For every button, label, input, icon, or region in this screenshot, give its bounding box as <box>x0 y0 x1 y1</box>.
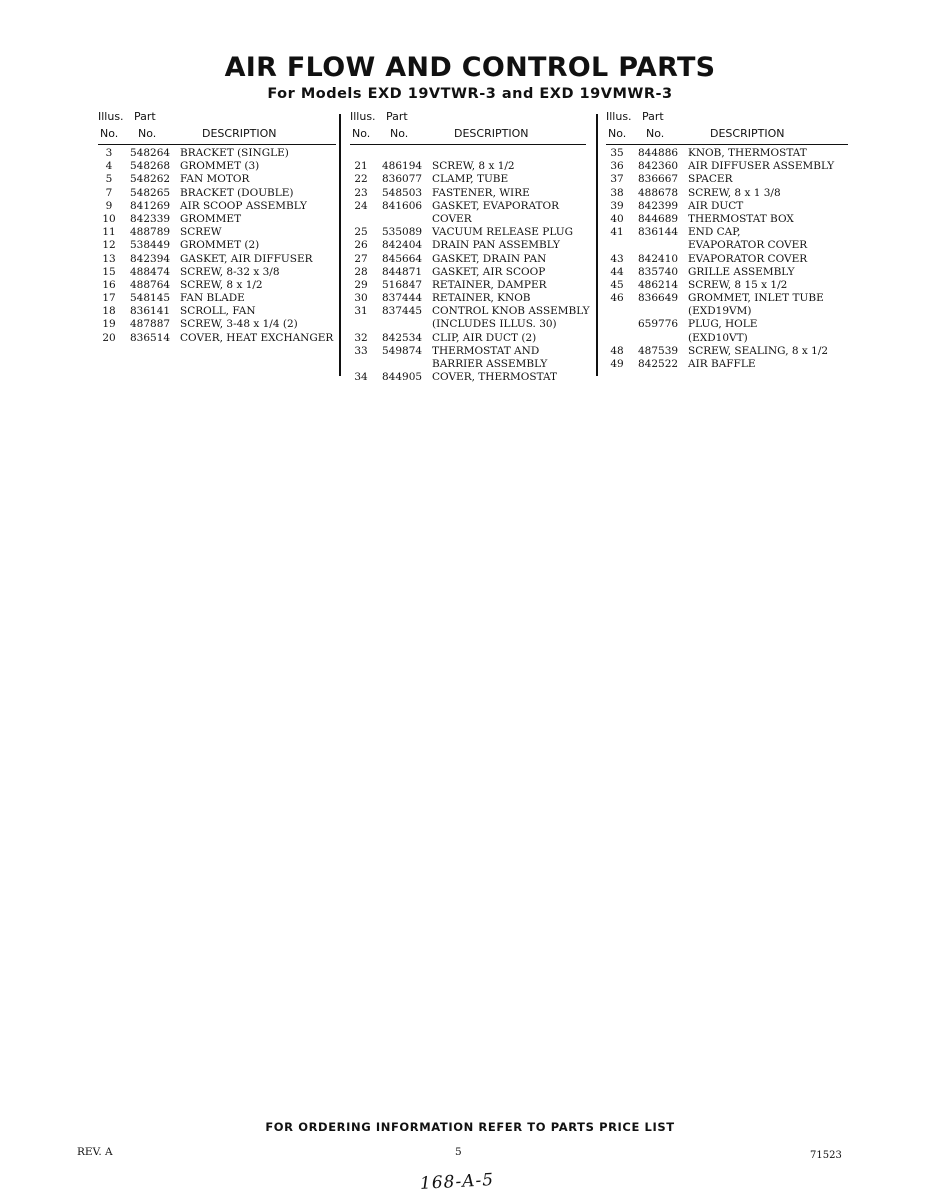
illus-number: 49 <box>610 358 624 370</box>
illus-number: 7 <box>105 186 113 199</box>
column-header <box>350 110 586 144</box>
illus-number: 29 <box>354 278 368 291</box>
parts-list <box>98 147 336 345</box>
part-number: 842410 <box>638 252 679 265</box>
part-number: 486194 <box>382 160 423 173</box>
list-item <box>350 332 586 345</box>
part-number: 842404 <box>382 239 423 252</box>
illus-number: 23 <box>354 186 368 199</box>
part-description: RETAINER, KNOB <box>432 292 531 305</box>
parts-column-1 <box>98 110 336 345</box>
column-divider <box>339 114 341 376</box>
part-number: 842399 <box>638 199 679 212</box>
part-number: 836514 <box>130 331 171 344</box>
list-item <box>350 160 586 173</box>
list-item <box>98 318 336 331</box>
illus-number: 25 <box>354 226 368 239</box>
list-item <box>606 358 848 371</box>
part-description: FAN BLADE <box>180 292 245 305</box>
part-number: 841269 <box>130 199 171 212</box>
header-part: Part <box>134 110 156 123</box>
header-part-no: No. <box>646 127 665 140</box>
illus-number: 35 <box>610 147 624 159</box>
list-item <box>350 147 586 160</box>
parts-column-3 <box>606 110 848 371</box>
list-item <box>98 160 336 173</box>
illus-number: 19 <box>102 318 116 331</box>
part-number: 549874 <box>382 344 423 357</box>
part-number: 836667 <box>638 173 679 186</box>
part-number: 548262 <box>130 173 171 186</box>
list-item <box>350 226 586 239</box>
illus-number: 41 <box>610 226 624 239</box>
illus-number: 4 <box>105 160 113 173</box>
list-item <box>98 332 336 345</box>
part-description: EVAPORATOR COVER <box>688 252 808 265</box>
part-number: 488678 <box>638 186 679 199</box>
parts-column-2 <box>350 110 590 384</box>
part-number: 487539 <box>638 344 679 357</box>
part-number: 538449 <box>130 239 171 252</box>
list-item <box>606 292 848 305</box>
part-number: 837444 <box>382 292 423 305</box>
list-item <box>606 305 848 318</box>
list-item <box>606 253 848 266</box>
list-item <box>606 345 848 358</box>
part-description: PLUG, HOLE <box>688 318 758 331</box>
part-number: 548503 <box>382 186 423 199</box>
illus-number: 5 <box>105 173 113 186</box>
list-item <box>98 213 336 226</box>
part-number: 835740 <box>638 265 679 278</box>
illus-number: 10 <box>102 212 116 225</box>
part-description: SCROLL, FAN <box>180 305 256 318</box>
list-item <box>350 213 586 226</box>
illus-number: 33 <box>354 344 368 357</box>
illus-number: 11 <box>102 226 116 239</box>
part-number: 842394 <box>130 252 171 265</box>
part-number: 844886 <box>638 147 679 159</box>
illus-number: 32 <box>354 331 368 344</box>
illus-number: 30 <box>354 292 368 305</box>
revision-label: REV. A <box>77 1146 113 1158</box>
list-item <box>98 266 336 279</box>
part-description: GROMMET (3) <box>180 160 260 173</box>
part-description: AIR SCOOP ASSEMBLY <box>180 199 307 212</box>
illus-number: 38 <box>610 186 624 199</box>
list-item <box>350 358 586 371</box>
list-item <box>98 187 336 200</box>
illus-number: 17 <box>102 292 116 305</box>
part-number: 548264 <box>130 147 171 159</box>
illus-number: 24 <box>354 199 368 212</box>
list-item <box>98 279 336 292</box>
part-number: 535089 <box>382 226 423 239</box>
page-title: AIR FLOW AND CONTROL PARTS <box>224 52 716 83</box>
illus-number: 18 <box>102 305 116 318</box>
part-description: SCREW, 8 15 x 1/2 <box>688 278 788 291</box>
list-item <box>98 305 336 318</box>
illus-number: 40 <box>610 212 624 225</box>
illus-number: 26 <box>354 239 368 252</box>
part-description: FASTENER, WIRE <box>432 186 530 199</box>
list-item <box>606 332 848 345</box>
illus-number: 16 <box>102 278 116 291</box>
part-description: SCREW, 8 x 1 3/8 <box>688 186 781 199</box>
part-description: SCREW <box>180 226 222 239</box>
part-description: SCREW, SEALING, 8 x 1/2 <box>688 344 829 357</box>
part-description: GROMMET, INLET TUBE <box>688 292 824 305</box>
illus-number: 45 <box>610 278 624 291</box>
list-item <box>350 239 586 252</box>
part-number: 836077 <box>382 173 423 186</box>
part-description: GROMMET (2) <box>180 239 260 252</box>
illus-number: 39 <box>610 199 624 212</box>
part-description: FAN MOTOR <box>180 173 250 186</box>
page-subtitle: For Models EXD 19VTWR-3 and EXD 19VMWR-3 <box>267 86 673 102</box>
list-item <box>98 239 336 252</box>
illus-number: 46 <box>610 292 624 305</box>
part-description: KNOB, THERMOSTAT <box>688 147 807 159</box>
part-description: (EXD10VT) <box>688 331 748 344</box>
list-item <box>606 318 848 331</box>
part-description: BRACKET (DOUBLE) <box>180 186 294 199</box>
list-item <box>606 279 848 292</box>
part-number: 842534 <box>382 331 423 344</box>
part-description: AIR DIFFUSER ASSEMBLY <box>688 160 835 173</box>
header-illus-no: No. <box>352 127 371 140</box>
column-header <box>606 110 848 144</box>
header-illus-no: No. <box>608 127 627 140</box>
part-number: 837445 <box>382 305 423 318</box>
header-description: DESCRIPTION <box>202 127 277 140</box>
part-description: EVAPORATOR COVER <box>688 239 808 252</box>
list-item <box>98 147 336 160</box>
parts-list <box>606 147 848 371</box>
header-illus: Illus. <box>606 110 632 123</box>
list-item <box>606 187 848 200</box>
header-part: Part <box>642 110 664 123</box>
part-number: 836649 <box>638 292 679 305</box>
part-description: SCREW, 8 x 1/2 <box>432 160 515 173</box>
handwritten-annotation: 168-A-5 <box>419 1170 495 1194</box>
part-number: 516847 <box>382 278 423 291</box>
part-description: BRACKET (SINGLE) <box>180 147 289 159</box>
list-item <box>606 266 848 279</box>
list-item <box>606 239 848 252</box>
list-item <box>350 187 586 200</box>
illus-number: 43 <box>610 252 624 265</box>
illus-number: 48 <box>610 344 624 357</box>
part-number: 836144 <box>638 226 679 239</box>
list-item <box>606 160 848 173</box>
part-description: SPACER <box>688 173 733 186</box>
part-number: 841606 <box>382 199 423 212</box>
illus-number: 36 <box>610 160 624 173</box>
part-description: BARRIER ASSEMBLY <box>432 358 548 370</box>
part-number: 842360 <box>638 160 679 173</box>
part-description: GROMMET <box>180 212 242 225</box>
column-divider <box>596 114 598 376</box>
part-number: 488789 <box>130 226 171 239</box>
part-description: SCREW, 3-48 x 1/4 (2) <box>180 318 298 331</box>
list-item <box>606 226 848 239</box>
document-number: 71523 <box>810 1150 842 1161</box>
part-description: END CAP, <box>688 226 741 239</box>
part-number: 844905 <box>382 371 423 384</box>
part-description: COVER, THERMOSTAT <box>432 371 558 384</box>
part-number: 844689 <box>638 212 679 225</box>
part-number: 845664 <box>382 252 423 265</box>
illus-number: 20 <box>102 331 116 344</box>
illus-number: 13 <box>102 252 116 265</box>
part-description: CLAMP, TUBE <box>432 173 509 186</box>
header-part: Part <box>386 110 408 123</box>
list-item <box>606 173 848 186</box>
part-number: 842522 <box>638 358 679 370</box>
illus-number: 21 <box>354 160 368 173</box>
part-description: DRAIN PAN ASSEMBLY <box>432 239 560 252</box>
list-item <box>350 371 586 384</box>
part-description: GASKET, AIR SCOOP <box>432 265 546 278</box>
part-description: SCREW, 8-32 x 3/8 <box>180 265 280 278</box>
part-description: THERMOSTAT AND <box>432 344 540 357</box>
list-item <box>98 253 336 266</box>
list-item <box>350 345 586 358</box>
page-number: 5 <box>455 1146 462 1158</box>
illus-number: 22 <box>354 173 368 186</box>
list-item <box>98 200 336 213</box>
list-item <box>98 226 336 239</box>
part-number: 487887 <box>130 318 171 331</box>
part-description: COVER <box>432 212 472 225</box>
part-number: 548268 <box>130 160 171 173</box>
part-description: GASKET, DRAIN PAN <box>432 252 547 265</box>
part-number: 836141 <box>130 305 171 318</box>
part-description: AIR BAFFLE <box>688 358 756 370</box>
part-description: (EXD19VM) <box>688 305 752 318</box>
list-item <box>606 147 848 160</box>
header-description: DESCRIPTION <box>454 127 529 140</box>
illus-number: 37 <box>610 173 624 186</box>
part-number: 842339 <box>130 212 171 225</box>
illus-number: 28 <box>354 265 368 278</box>
part-number: 488764 <box>130 278 171 291</box>
list-item <box>98 292 336 305</box>
ordering-note: FOR ORDERING INFORMATION REFER TO PARTS PRICE LIST <box>265 1120 675 1134</box>
part-description: VACUUM RELEASE PLUG <box>432 226 573 239</box>
list-item <box>350 266 586 279</box>
part-number: 488474 <box>130 265 171 278</box>
part-number: 548265 <box>130 186 171 199</box>
header-illus: Illus. <box>98 110 124 123</box>
illus-number: 12 <box>102 239 116 252</box>
illus-number: 27 <box>354 252 368 265</box>
part-description: AIR DUCT <box>688 199 744 212</box>
part-description: GRILLE ASSEMBLY <box>688 265 795 278</box>
list-item <box>98 173 336 186</box>
list-item <box>606 213 848 226</box>
part-description: GASKET, AIR DIFFUSER <box>180 252 313 265</box>
part-number: 548145 <box>130 292 171 305</box>
list-item <box>350 253 586 266</box>
parts-list <box>350 147 590 384</box>
part-description: (INCLUDES ILLUS. 30) <box>432 318 557 331</box>
list-item <box>350 173 586 186</box>
part-number: 659776 <box>638 318 679 331</box>
column-header <box>98 110 336 144</box>
header-illus-no: No. <box>100 127 119 140</box>
illus-number: 9 <box>105 199 113 212</box>
illus-number: 15 <box>102 265 116 278</box>
list-item <box>350 200 586 213</box>
part-description: GASKET, EVAPORATOR <box>432 199 560 212</box>
illus-number: 3 <box>105 147 113 159</box>
part-description: COVER, HEAT EXCHANGER <box>180 331 334 344</box>
illus-number: 31 <box>354 305 368 318</box>
illus-number: 34 <box>354 371 368 384</box>
header-rule <box>350 144 586 145</box>
header-part-no: No. <box>390 127 409 140</box>
part-description: SCREW, 8 x 1/2 <box>180 278 263 291</box>
header-rule <box>98 144 336 145</box>
part-number: 486214 <box>638 278 679 291</box>
header-illus: Illus. <box>350 110 376 123</box>
list-item <box>350 279 586 292</box>
header-rule <box>606 144 848 145</box>
part-description: CONTROL KNOB ASSEMBLY <box>432 305 590 318</box>
list-item <box>350 292 586 305</box>
illus-number: 44 <box>610 265 624 278</box>
part-description: THERMOSTAT BOX <box>688 212 794 225</box>
part-description: CLIP, AIR DUCT (2) <box>432 331 537 344</box>
part-description: RETAINER, DAMPER <box>432 278 547 291</box>
header-description: DESCRIPTION <box>710 127 785 140</box>
list-item <box>606 200 848 213</box>
list-item <box>350 318 586 331</box>
header-part-no: No. <box>138 127 157 140</box>
part-number: 844871 <box>382 265 423 278</box>
list-item <box>350 305 590 318</box>
